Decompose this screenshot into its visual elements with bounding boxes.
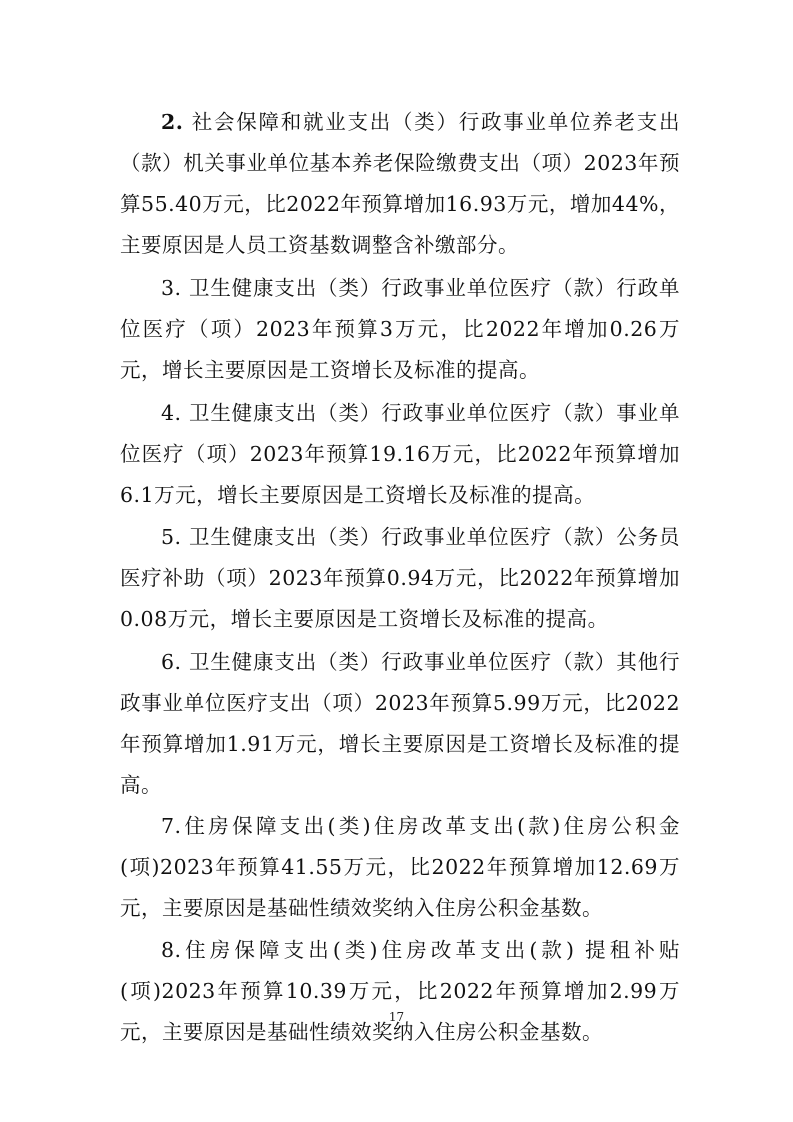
paragraph-text: 住房保障支出(类)住房改革支出(款) 提租补贴(项)2023年预算10.39万元，比2022年预算增加2.99万元，主要原因是基础性绩效奖纳入住房公积金基数。 [120, 938, 680, 1044]
paragraph-text: 社会保障和就业支出（类）行政事业单位养老支出（款）机关事业单位基本养老保险缴费支出（项）2023年预算55.40万元，比2022年预算增加16.93万元，增加44%，主要原因是人员工资基数调整含补缴部分。 [120, 110, 680, 257]
paragraph-text: 卫生健康支出（类）行政事业单位医疗（款）行政单位医疗（项）2023年预算3万元，比2022年增加0.26万元，增长主要原因是工资增长及标准的提高。 [120, 276, 680, 382]
paragraph-item-4 [120, 393, 680, 516]
paragraph-text: 卫生健康支出（类）行政事业单位医疗（款）事业单位医疗（项）2023年预算19.16万元，比2022年预算增加6.1万元，增长主要原因是工资增长及标准的提高。 [120, 401, 680, 507]
paragraph-number: 7. [161, 814, 182, 838]
paragraph-number: 3. [161, 276, 182, 300]
paragraph-item-7 [120, 806, 680, 929]
paragraph-item-2 [120, 102, 680, 266]
paragraph-item-5 [120, 517, 680, 640]
paragraph-number: 6. [161, 650, 182, 674]
paragraph-number: 4. [161, 401, 182, 425]
paragraph-text: 卫生健康支出（类）行政事业单位医疗（款）其他行政事业单位医疗支出（项）2023年预算5.99万元，比2022年预算增加1.91万元，增长主要原因是工资增长及标准的提高。 [120, 650, 680, 797]
paragraph-text: 住房保障支出(类)住房改革支出(款)住房公积金(项)2023年预算41.55万元，比2022年预算增加12.69万元，主要原因是基础性绩效奖纳入住房公积金基数。 [120, 814, 680, 920]
page-number: 17 [388, 1010, 405, 1024]
paragraph-item-3 [120, 268, 680, 391]
paragraph-item-6 [120, 642, 680, 806]
paragraph-item-8 [120, 930, 680, 1053]
paragraph-number: 2. [161, 110, 184, 134]
paragraph-text: 卫生健康支出（类）行政事业单位医疗（款）公务员医疗补助（项）2023年预算0.94万元，比2022年预算增加0.08万元，增长主要原因是工资增长及标准的提高。 [120, 525, 680, 631]
paragraph-number: 5. [161, 525, 182, 549]
paragraph-number: 8. [161, 938, 182, 962]
